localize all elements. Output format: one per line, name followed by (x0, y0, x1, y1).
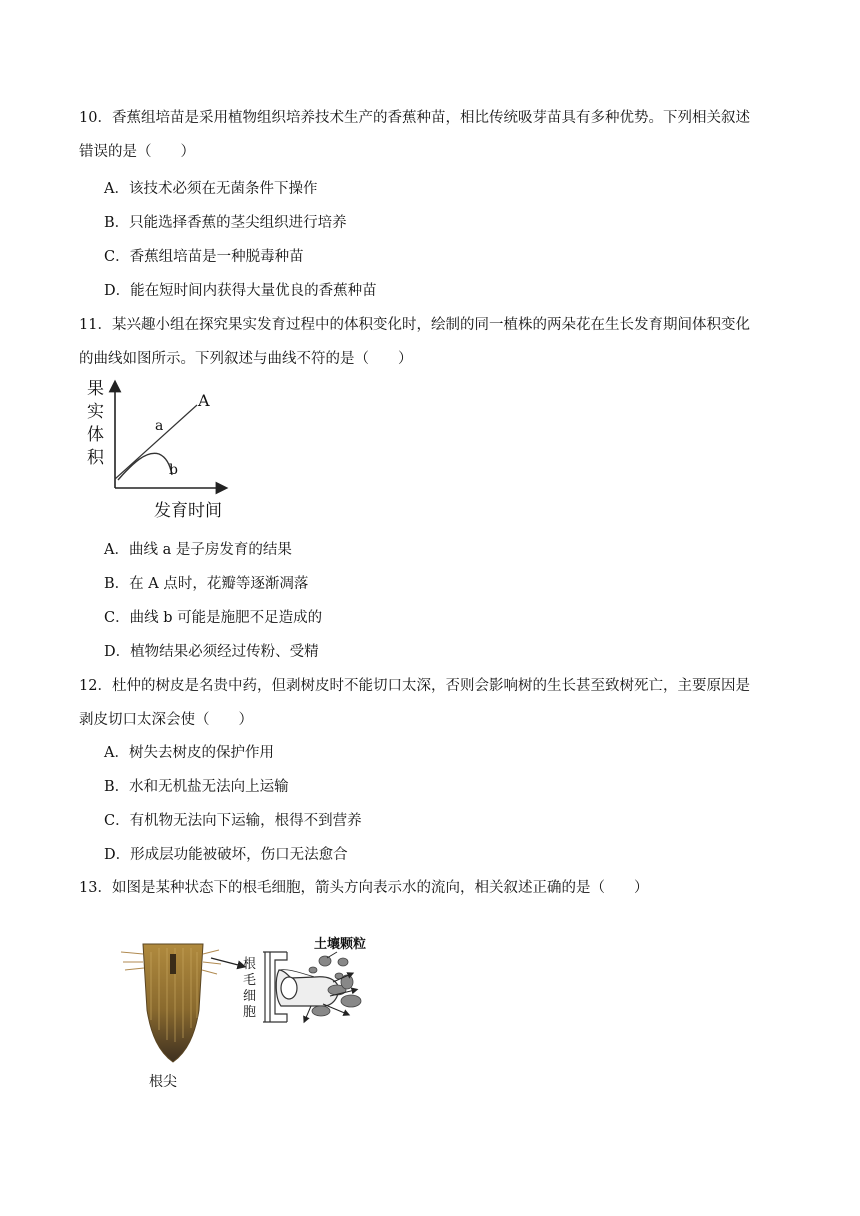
y-label-char-3: 体 (87, 425, 104, 445)
question-12-line-2: 剥皮切口太深会使（ ） (79, 712, 253, 728)
question-11-option-d: D．植物结果必须经过传粉、受精 (104, 644, 319, 660)
curve-b (118, 453, 172, 480)
y-label-char-2: 实 (87, 402, 104, 422)
question-10-line-2: 错误的是（ ） (79, 144, 195, 160)
root-hair-cell-figure (115, 930, 395, 1095)
soil-particles-label: 土壤颗粒 (314, 937, 367, 952)
curve-a (115, 405, 197, 479)
question-12-option-b: B．水和无机盐无法向上运输 (104, 779, 289, 795)
question-10-option-d: D．能在短时间内获得大量优良的香蕉种苗 (104, 283, 377, 299)
question-11-option-a: A．曲线 a 是子房发育的结果 (104, 542, 292, 558)
root-hair-cell-label (243, 956, 256, 1020)
question-12-option-d: D．形成层功能被破坏，伤口无法愈合 (104, 847, 348, 863)
curve-b-label: b (169, 462, 178, 478)
question-11 (79, 308, 779, 376)
root-tip-label: 根尖 (149, 1074, 177, 1090)
question-10-line-1: 10．香蕉组培苗是采用植物组织培养技术生产的香蕉种苗，相比传统吸芽苗具有多种优势。下列相关叙述 (79, 110, 750, 126)
root-tip-image (121, 944, 221, 1062)
question-13-line-1: 13．如图是某种状态下的根毛细胞，箭头方向表示水的流向，相关叙述正确的是（ ） (79, 880, 649, 896)
x-axis-label: 发育时间 (154, 501, 222, 521)
question-11-option-c: C．曲线 b 可能是施肥不足造成的 (104, 610, 323, 626)
question-10-option-a: A．该技术必须在无菌条件下操作 (104, 181, 318, 197)
question-12 (79, 669, 779, 737)
question-11-line-1: 11．某兴趣小组在探究果实发育过程中的体积变化时，绘制的同一植株的两朵花在生长发育期间体积变化 (79, 317, 750, 333)
cell-label-char-1: 根 (243, 957, 257, 972)
point-a-label: A (198, 391, 210, 410)
question-10 (79, 101, 779, 169)
y-axis-label (87, 379, 105, 468)
question-13 (79, 871, 779, 905)
y-label-char-4: 积 (87, 448, 104, 468)
pointer-arrow (211, 958, 242, 966)
fruit-volume-graph (84, 378, 234, 523)
question-10-option-c: C．香蕉组培苗是一种脱毒种苗 (104, 249, 304, 265)
cell-label-char-2: 毛 (243, 973, 257, 988)
question-12-option-c: C．有机物无法向下运输，根得不到营养 (104, 813, 362, 829)
y-label-char-1: 果 (87, 379, 104, 399)
question-10-option-b: B．只能选择香蕉的茎尖组织进行培养 (104, 215, 347, 231)
soil-label-leader (327, 952, 337, 958)
question-11-line-2: 的曲线如图所示。下列叙述与曲线不符的是（ ） (79, 351, 413, 367)
question-11-option-b: B．在 A 点时，花瓣等逐渐凋落 (104, 576, 309, 592)
cell-label-char-3: 细 (243, 989, 257, 1004)
curve-a-label: a (155, 418, 164, 434)
question-12-option-a: A．树失去树皮的保护作用 (104, 745, 274, 761)
question-12-line-1: 12．杜仲的树皮是名贵中药，但剥树皮时不能切口太深，否则会影响树的生长甚至致树死亡，主要原因是 (79, 678, 750, 694)
cell-label-char-4: 胞 (243, 1005, 257, 1020)
